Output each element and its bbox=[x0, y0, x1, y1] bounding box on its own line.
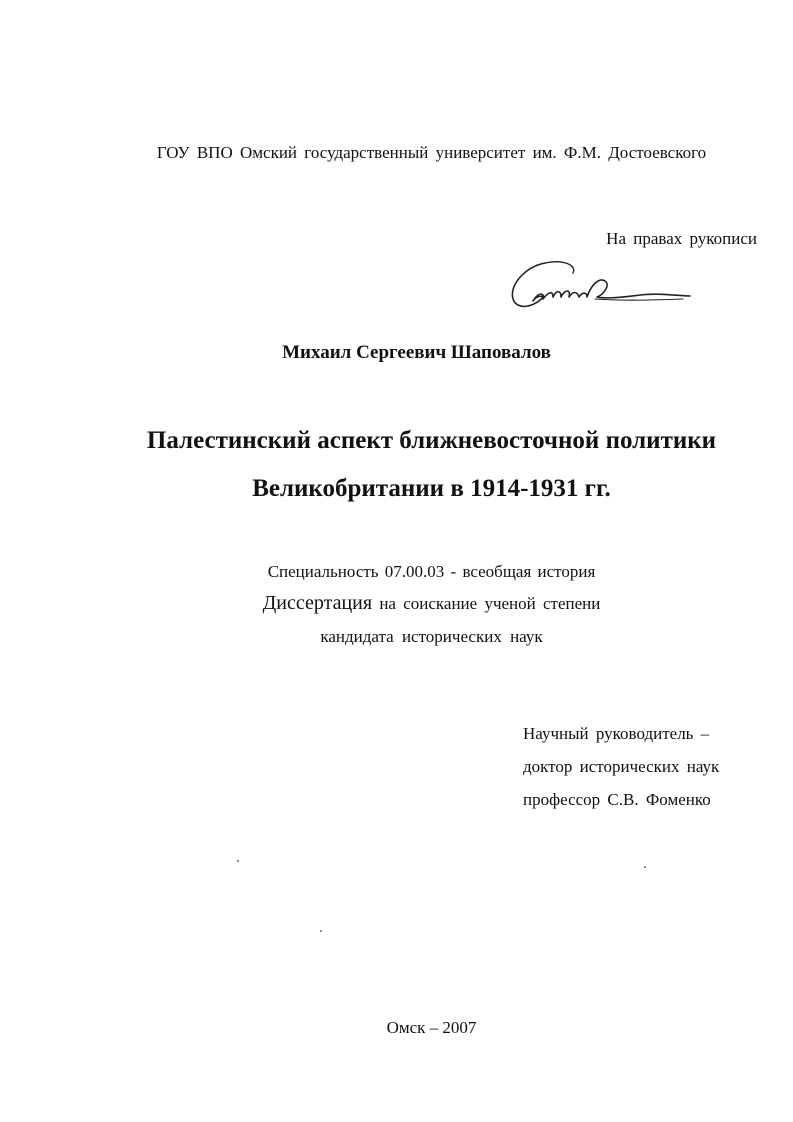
dissertation-word: Диссертация bbox=[262, 592, 373, 614]
supervisor-title: Научный руководитель – bbox=[523, 724, 710, 743]
signature-icon bbox=[505, 255, 695, 315]
supervisor-degree: доктор исторических наук bbox=[523, 757, 720, 776]
thesis-title-line-1: Палестинский аспект ближневосточной политики bbox=[146, 427, 717, 454]
institution-name: ГОУ ВПО Омский государственный университет им. Ф.М. Достоевского bbox=[156, 143, 707, 162]
author-name: Михаил Сергеевич Шаповалов bbox=[282, 342, 551, 363]
degree-line: кандидата исторических наук bbox=[320, 627, 543, 646]
dissertation-line bbox=[0, 592, 793, 615]
dissertation-rest: на соискание ученой степени bbox=[379, 594, 601, 613]
thesis-title-line-2: Великобритании в 1914-1931 гг. bbox=[252, 475, 611, 502]
scan-speck bbox=[320, 930, 322, 932]
specialty-line: Специальность 07.00.03 - всеобщая история bbox=[267, 562, 596, 581]
manuscript-note: На правах рукописи bbox=[606, 229, 757, 248]
supervisor-name: профессор С.В. Фоменко bbox=[523, 790, 711, 809]
scan-speck bbox=[644, 866, 646, 868]
scan-speck bbox=[237, 860, 239, 862]
city-year: Омск – 2007 bbox=[386, 1018, 477, 1037]
